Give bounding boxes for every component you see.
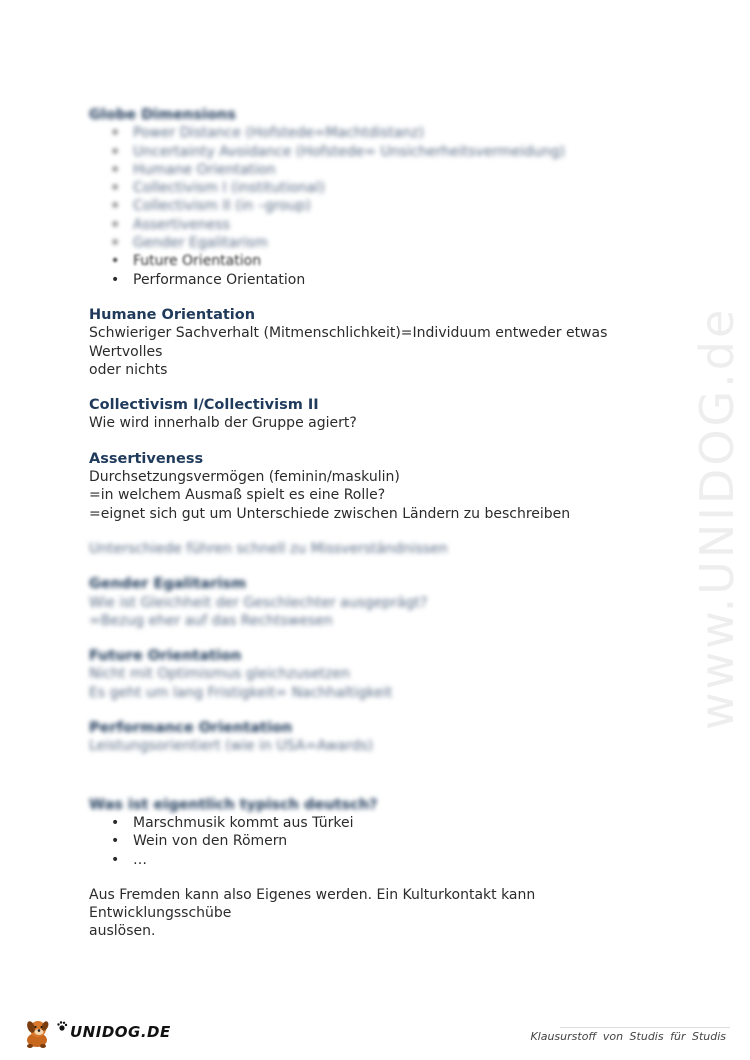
collectivism-heading: Collectivism I/Collectivism II (89, 397, 319, 414)
typisch-deutsch-heading: Was ist eigentlich typisch deutsch? (89, 796, 378, 813)
unidog-logo (22, 1014, 171, 1050)
list-item: • Uncertainty Avoidance (Hofstede= Unsicherheitsvermeidung) (111, 143, 669, 161)
list-item: • Wein von den Römern (111, 832, 669, 850)
future-orientation-heading: Future Orientation (89, 648, 242, 665)
future-orientation-line-2: Es geht um lang Fristigkeit= Nachhaltigkeit (89, 684, 393, 701)
globe-dimensions-heading: Globe Dimensions (89, 107, 236, 123)
list-item: • Collectivism II (in –group) (111, 197, 669, 215)
gender-egalitarism-line-2: =Bezug eher auf das Rechtswesen (89, 612, 333, 629)
closing-line-1: Aus Fremden kann also Eigenes werden. Ein Kulturkontakt kann Entwicklungsschübe (89, 886, 536, 922)
list-item: • … (111, 851, 669, 869)
globe-dimensions-list (89, 124, 669, 252)
footer-divider (560, 1027, 730, 1028)
typisch-deutsch-list (89, 814, 669, 869)
assertiveness-line-3: =eignet sich gut um Unterschiede zwischen Ländern zu beschreiben (89, 505, 571, 522)
assertiveness-heading: Assertiveness (89, 450, 204, 467)
document-body (89, 106, 669, 941)
watermark-text: www.UNIDOG.de (690, 306, 744, 730)
humane-orientation-line-1: Schwieriger Sachverhalt (Mitmenschlichkeit)=Individuum entweder etwas Wertvolles (89, 325, 608, 360)
list-item: • Humane Orientation (111, 161, 669, 179)
closing-line-2: auslösen. (89, 923, 156, 940)
assertiveness-line-2: =in welchem Ausmaß spielt es eine Rolle? (89, 487, 386, 504)
list-item: • Marschmusik kommt aus Türkei (111, 814, 669, 832)
list-item: • Power Distance (Hofstede=Machtdistanz) (111, 124, 669, 142)
collectivism-line-1: Wie wird innerhalb der Gruppe agiert? (89, 415, 357, 432)
humane-orientation-line-2: oder nichts (89, 361, 168, 378)
performance-orientation-line-1: Leistungsorientiert (wie in USA=Awards) (89, 738, 374, 755)
logo-text: UNIDOG.DE (70, 1023, 171, 1041)
list-item: • Collectivism I (institutional) (111, 179, 669, 197)
footer-tagline: Klausurstoff von Studis für Studis (530, 1030, 726, 1043)
gender-egalitarism-heading: Gender Egalitarism (89, 576, 247, 593)
list-item: • Performance Orientation (111, 271, 669, 289)
humane-orientation-heading: Humane Orientation (89, 306, 256, 323)
list-item: • Gender Egalitarism (111, 234, 669, 252)
dog-mascot-icon (22, 1015, 54, 1049)
paw-icon (56, 1020, 68, 1032)
future-orientation-line-1: Nicht mit Optimismus gleichzusetzen (89, 666, 351, 683)
misunderstanding-line: Unterschiede führen schnell zu Missverständnissen (89, 540, 448, 557)
list-item: • Future Orientation (111, 252, 669, 270)
performance-orientation-heading: Performance Orientation (89, 720, 293, 737)
assertiveness-line-1: Durchsetzungsvermögen (feminin/maskulin) (89, 469, 400, 486)
list-item: • Assertiveness (111, 216, 669, 234)
gender-egalitarism-line-1: Wie ist Gleichheit der Geschlechter ausgeprägt? (89, 594, 428, 611)
globe-dimensions-list-visible (89, 252, 669, 289)
